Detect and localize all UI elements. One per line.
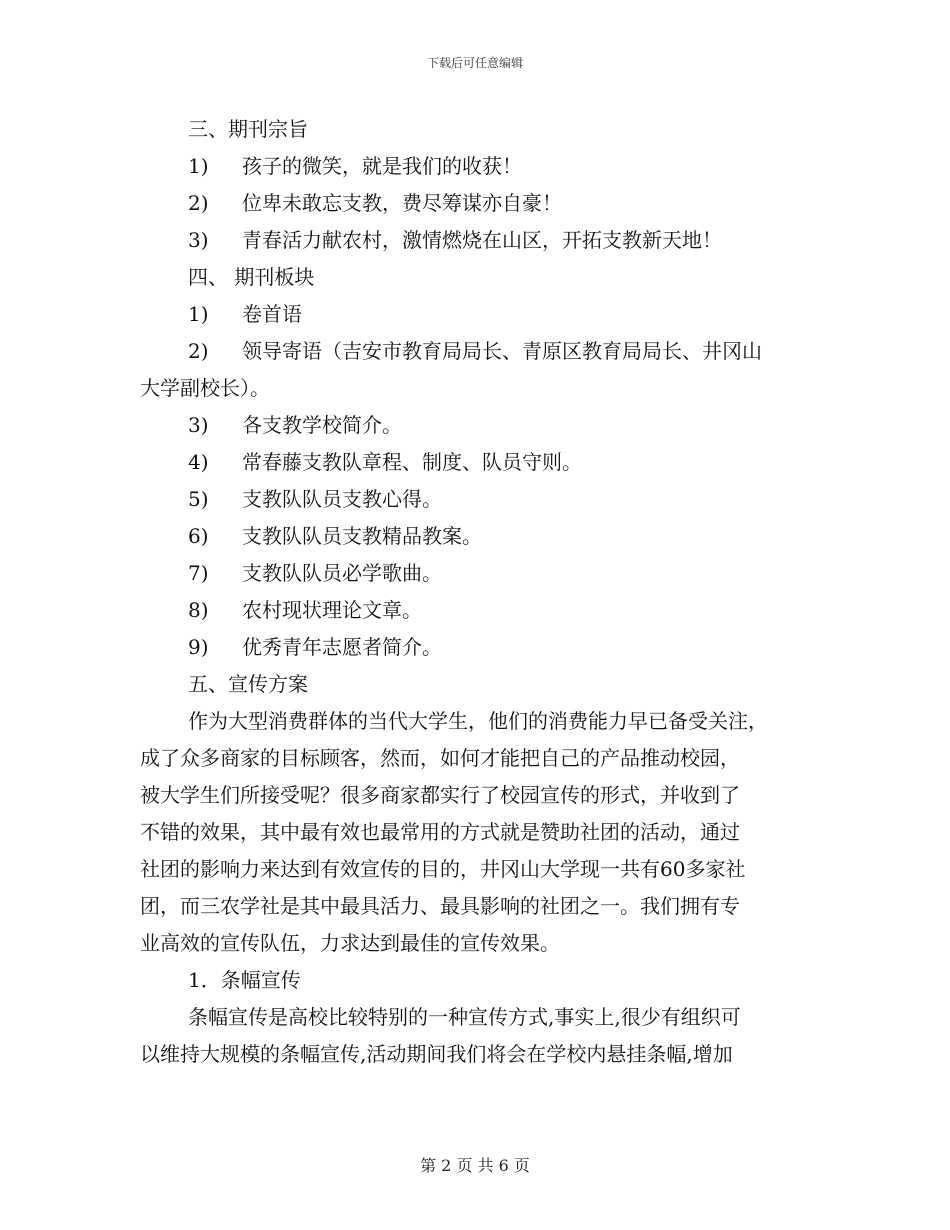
list-number: 2)	[188, 191, 209, 215]
list-text: 位卑未敢忘支教，费尽筹谋亦自豪！	[242, 191, 562, 215]
list-number: 8)	[188, 598, 209, 622]
list-number: 6)	[188, 524, 209, 548]
list-number: 4)	[188, 450, 209, 474]
paragraph-line: 业高效的宣传队伍，力求达到最佳的宣传效果。	[140, 931, 560, 955]
list-text: 领导寄语（吉安市教育局局长、青原区教育局局长、井冈山	[242, 339, 762, 363]
list-item	[140, 518, 810, 555]
list-text: 农村现状理论文章。	[242, 598, 422, 622]
list-text: 各支教学校简介。	[242, 413, 402, 437]
paragraph-line: 不错的效果，其中最有效也最常用的方式就是赞助社团的活动，通过	[140, 820, 740, 844]
paragraph-line: 以维持大规模的条幅宣传,活动期间我们将会在学校内悬挂条幅,增加	[140, 1042, 733, 1066]
paragraph-line: 团，而三农学社是其中最具活力、最具影响的社团之一。我们拥有专	[140, 894, 740, 918]
list-item	[140, 592, 810, 629]
list-number: 9)	[188, 635, 209, 659]
list-text: 孩子的微笑，就是我们的收获！	[242, 154, 522, 178]
list-item	[140, 629, 810, 666]
list-item	[140, 444, 810, 481]
list-item	[140, 222, 810, 259]
list-number: 5)	[188, 487, 209, 511]
list-text: 优秀青年志愿者简介。	[242, 635, 442, 659]
list-text: 支教队队员支教精品教案。	[242, 524, 482, 548]
list-text: 卷首语	[242, 302, 302, 326]
paragraph-line: 被大学生们所接受呢？很多商家都实行了校园宣传的形式，并收到了	[140, 783, 740, 807]
section-3-title: 三、期刊宗旨	[188, 117, 308, 141]
page-footer: 第 2 页 共 6 页	[420, 1156, 530, 1175]
list-item	[140, 296, 810, 333]
list-number: 7)	[188, 561, 209, 585]
list-item	[140, 555, 810, 592]
paragraph-line: 成了众多商家的目标顾客，然而，如何才能把自己的产品推动校园，	[140, 746, 740, 770]
list-text: 常春藤支教队章程、制度、队员守则。	[242, 450, 582, 474]
list-item	[140, 148, 810, 185]
list-number: 3)	[188, 228, 209, 252]
section-5-title: 五、宣传方案	[188, 672, 308, 696]
list-item	[140, 333, 810, 370]
paragraph-line: 条幅宣传是高校比较特别的一种宣传方式,事实上,很少有组织可	[188, 1005, 741, 1029]
list-number: 3)	[188, 413, 209, 437]
list-number: 1)	[188, 302, 209, 326]
paragraph-line: 作为大型消费群体的当代大学生，他们的消费能力早已备受关注，	[188, 709, 768, 733]
list-item	[140, 185, 810, 222]
paragraph-line: 社团的影响力来达到有效宣传的目的，井冈山大学现一共有60多家社	[140, 857, 746, 881]
page-header: 下载后可任意编辑	[426, 56, 523, 70]
list-text: 支教队队员支教心得。	[242, 487, 442, 511]
list-text: 青春活力献农村，激情燃烧在山区，开拓支教新天地！	[242, 228, 722, 252]
list-item	[140, 481, 810, 518]
list-number: 1)	[188, 154, 209, 178]
list-text: 支教队队员必学歌曲。	[242, 561, 442, 585]
document-body	[140, 111, 810, 1073]
list-number: 2)	[188, 339, 209, 363]
list-item	[140, 407, 810, 444]
section-4-title: 四、 期刊板块	[188, 265, 315, 289]
list-item-continuation: 大学副校长）。	[140, 376, 270, 400]
subsection-title: 1．条幅宣传	[188, 968, 301, 992]
